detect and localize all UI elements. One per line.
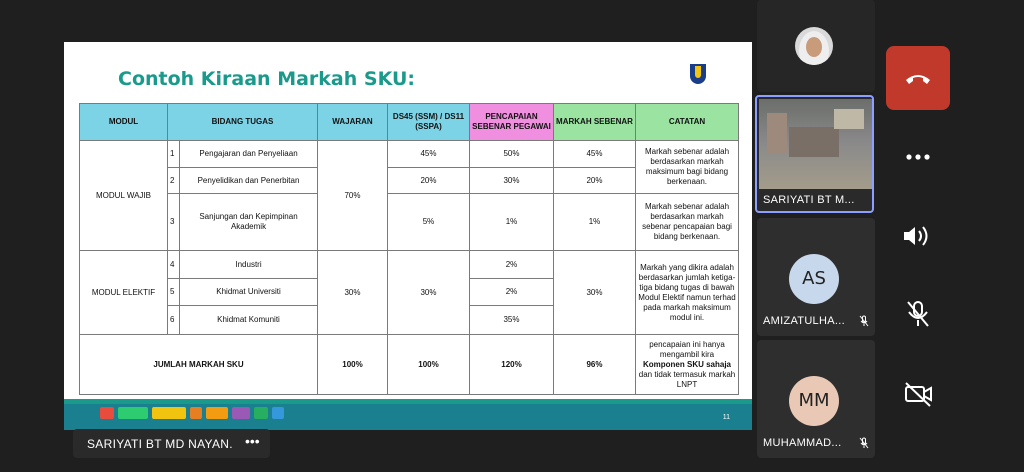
modul-elektif-cell: MODUL ELEKTIF (80, 251, 168, 335)
logo-badge (232, 407, 250, 419)
speaker-volume-icon[interactable] (886, 221, 950, 251)
pencapaian-cell: 30% (470, 168, 554, 194)
catatan-cell: Markah sebenar adalah berdasarkan markah maksimum bagi bidang berkenaan. (636, 141, 739, 194)
more-options-icon[interactable] (886, 142, 950, 172)
bidang-cell: Industri (180, 251, 318, 279)
pencapaian-cell: 35% (470, 306, 554, 335)
avatar-initials-mm: MM (789, 376, 839, 426)
table-row (80, 251, 739, 279)
ds-cell: 20% (388, 168, 470, 194)
logo-badge (206, 407, 228, 419)
pencapaian-cell: 50% (470, 141, 554, 168)
header-pencapaian: PENCAPAIAN SEBENAR PEGAWAI (470, 104, 554, 141)
header-markah-sebenar: MARKAH SEBENAR (554, 104, 636, 141)
logo-badge (100, 407, 114, 419)
header-modul: MODUL (80, 104, 168, 141)
header-catatan: CATATAN (636, 104, 739, 141)
university-shield-icon (690, 64, 706, 84)
bidang-cell: Khidmat Universiti (180, 279, 318, 306)
pencapaian-cell: 2% (470, 251, 554, 279)
logo-badge (272, 407, 284, 419)
wajaran-elektif-cell: 30% (318, 251, 388, 335)
total-catatan-post: dan tidak termasuk markah LNPT (638, 369, 736, 389)
catatan-cell: Markah sebenar adalah berdasarkan markah sebenar pencapaian bagi bidang berkenaan. (636, 194, 739, 251)
shared-slide (64, 42, 752, 430)
logo-badge (118, 407, 148, 419)
markah-elektif-cell: 30% (554, 251, 636, 335)
avatar-initials-as: AS (789, 254, 839, 304)
markah-cell: 1% (554, 194, 636, 251)
video-shape (789, 127, 839, 157)
table-row (80, 141, 739, 168)
wajaran-wajib-cell: 70% (318, 141, 388, 251)
header-bidang-tugas: BIDANG TUGAS (168, 104, 318, 141)
markah-cell: 45% (554, 141, 636, 168)
ds-elektif-cell: 30% (388, 251, 470, 335)
total-label: JUMLAH MARKAH SKU (80, 335, 318, 395)
bidang-cell: Khidmat Komuniti (180, 306, 318, 335)
header-ds: DS45 (SSM) / DS11 (SSPA) (388, 104, 470, 141)
bidang-cell: Penyelidikan dan Penerbitan (180, 168, 318, 194)
mic-muted-icon (859, 437, 869, 449)
video-shape (767, 113, 787, 153)
mic-muted-icon (859, 315, 869, 327)
participant-tile-mm[interactable] (757, 340, 875, 458)
ds-cell: 5% (388, 194, 470, 251)
sponsor-logos (100, 407, 284, 419)
total-wajaran: 100% (318, 335, 388, 395)
catatan-cell: Markah yang dikira adalah berdasarkan jumlah ketiga-tiga bidang tugas di bawah Modul Elektif namun terhad pada markah maksimum modul ini. (636, 251, 739, 335)
markah-cell: 20% (554, 168, 636, 194)
footer-strip (64, 399, 752, 404)
row-number: 1 (168, 141, 180, 168)
active-speaker-tile[interactable] (755, 95, 874, 213)
participant-tile-as[interactable] (757, 218, 875, 336)
row-number: 2 (168, 168, 180, 194)
bidang-cell: Sanjungan dan Kepimpinan Akademik (180, 194, 318, 251)
logo-badge (190, 407, 202, 419)
end-call-button[interactable] (886, 46, 950, 110)
total-ds: 100% (388, 335, 470, 395)
presenter-name: SARIYATI BT MD NAYAN. (87, 437, 233, 451)
presenter-name-bar[interactable] (73, 429, 270, 458)
total-row (80, 335, 739, 395)
slide-page-number: 11 (722, 414, 730, 421)
participant-name-mm: MUHAMMAD... (763, 437, 842, 449)
phone-hangup-icon (886, 46, 950, 110)
table-row (80, 194, 739, 251)
logo-badge (152, 407, 186, 419)
pencapaian-cell: 1% (470, 194, 554, 251)
logo-badge (254, 407, 268, 419)
camera-off-icon[interactable] (886, 379, 950, 409)
row-number: 3 (168, 194, 180, 251)
total-catatan-cell (636, 335, 739, 395)
slide-footer (64, 399, 752, 430)
total-pencapaian: 120% (470, 335, 554, 395)
slide-title: Contoh Kiraan Markah SKU: (118, 68, 415, 90)
total-markah: 96% (554, 335, 636, 395)
speaker-name: SARIYATI BT M... (763, 194, 855, 206)
participant-photo-avatar (795, 27, 833, 65)
avatar-face (806, 37, 822, 57)
row-number: 5 (168, 279, 180, 306)
speaker-video (759, 99, 872, 189)
video-shape (834, 109, 864, 129)
table-header-row (80, 104, 739, 141)
row-number: 4 (168, 251, 180, 279)
bidang-cell: Pengajaran dan Penyeliaan (180, 141, 318, 168)
row-number: 6 (168, 306, 180, 335)
microphone-off-icon[interactable] (886, 299, 950, 329)
university-logo (668, 64, 728, 102)
sku-table (79, 103, 739, 395)
presenter-more-button[interactable]: ••• (245, 433, 260, 449)
ds-cell: 45% (388, 141, 470, 168)
total-catatan-bold: Komponen SKU sahaja (642, 359, 731, 369)
pencapaian-cell: 2% (470, 279, 554, 306)
total-catatan-pre: pencapaian ini hanya mengambil kira (649, 339, 725, 359)
participant-name-as: AMIZATULHA... (763, 315, 845, 327)
modul-wajib-cell: MODUL WAJIB (80, 141, 168, 251)
header-wajaran: WAJARAN (318, 104, 388, 141)
